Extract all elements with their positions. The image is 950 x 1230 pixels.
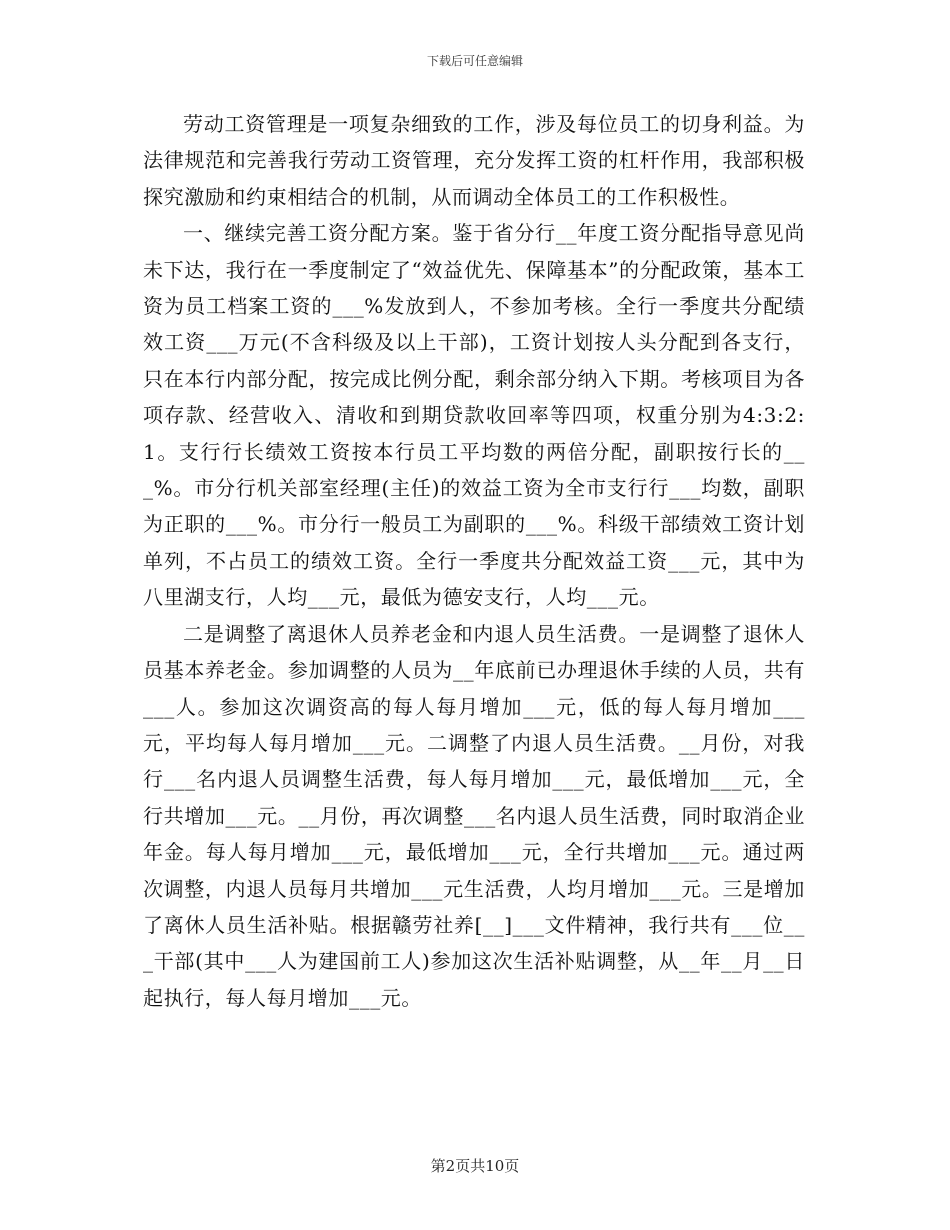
document-body xyxy=(143,106,805,1016)
paragraph-pension-adjustment: 二是调整了离退休人员养老金和内退人员生活费。一是调整了退休人员基本养老金。参加调整的人员为__年底前已办理退休手续的人员，共有___人。参加这次调资高的每人每月增加___元，低的每人每月增加___元，平均每人每月增加___元。二调整了内退人员生活费。__月份，对我行___名内退人员调整生活费，每人每月增加___元，最低增加___元，全行共增加___元。__月份，再次调整___名内退人员生活费，同时取消企业年金。每人每月增加___元，最低增加___元，全行共增加___元。通过两次调整，内退人员每月共增加___元生活费，人均月增加___元。三是增加了离休人员生活补贴。根据赣劳社养[__]___文件精神，我行共有___位___干部(其中___人为建国前工人)参加这次生活补贴调整，从__年__月__日起执行，每人每月增加___元。 xyxy=(143,621,805,1010)
paragraph-salary-distribution: 一、继续完善工资分配方案。鉴于省分行__年度工资分配指导意见尚未下达，我行在一季度制定了“效益优先、保障基本”的分配政策，基本工资为员工档案工资的___%发放到人，不参加考核。全行一季度共分配绩效工资___万元(不含科级及以上干部)，工资计划按人头分配到各支行，只在本行内部分配，按完成比例分配，剩余部分纳入下期。考核项目为各项存款、经营收入、清收和到期贷款收回率等四项，权重分别为4:3:2:1。支行行长绩效工资按本行员工平均数的两倍分配，副职按行长的___%。市分行机关部室经理(主任)的效益工资为全市支行行___均数，副职为正职的___%。市分行一般员工为副职的___%。科级干部绩效工资计划单列，不占员工的绩效工资。全行一季度共分配效益工资___元，其中为八里湖支行，人均___元，最低为德安支行，人均___元。 xyxy=(143,221,805,610)
paragraph-intro: 劳动工资管理是一项复杂细致的工作，涉及每位员工的切身利益。为法律规范和完善我行劳动工资管理，充分发挥工资的杠杆作用，我部积极探究激励和约束相结合的机制，从而调动全体员工的工作积极性。 xyxy=(143,112,805,209)
page-header-note: 下载后可任意编辑 xyxy=(426,54,523,68)
page-number: 第2页共10页 xyxy=(430,1157,520,1175)
